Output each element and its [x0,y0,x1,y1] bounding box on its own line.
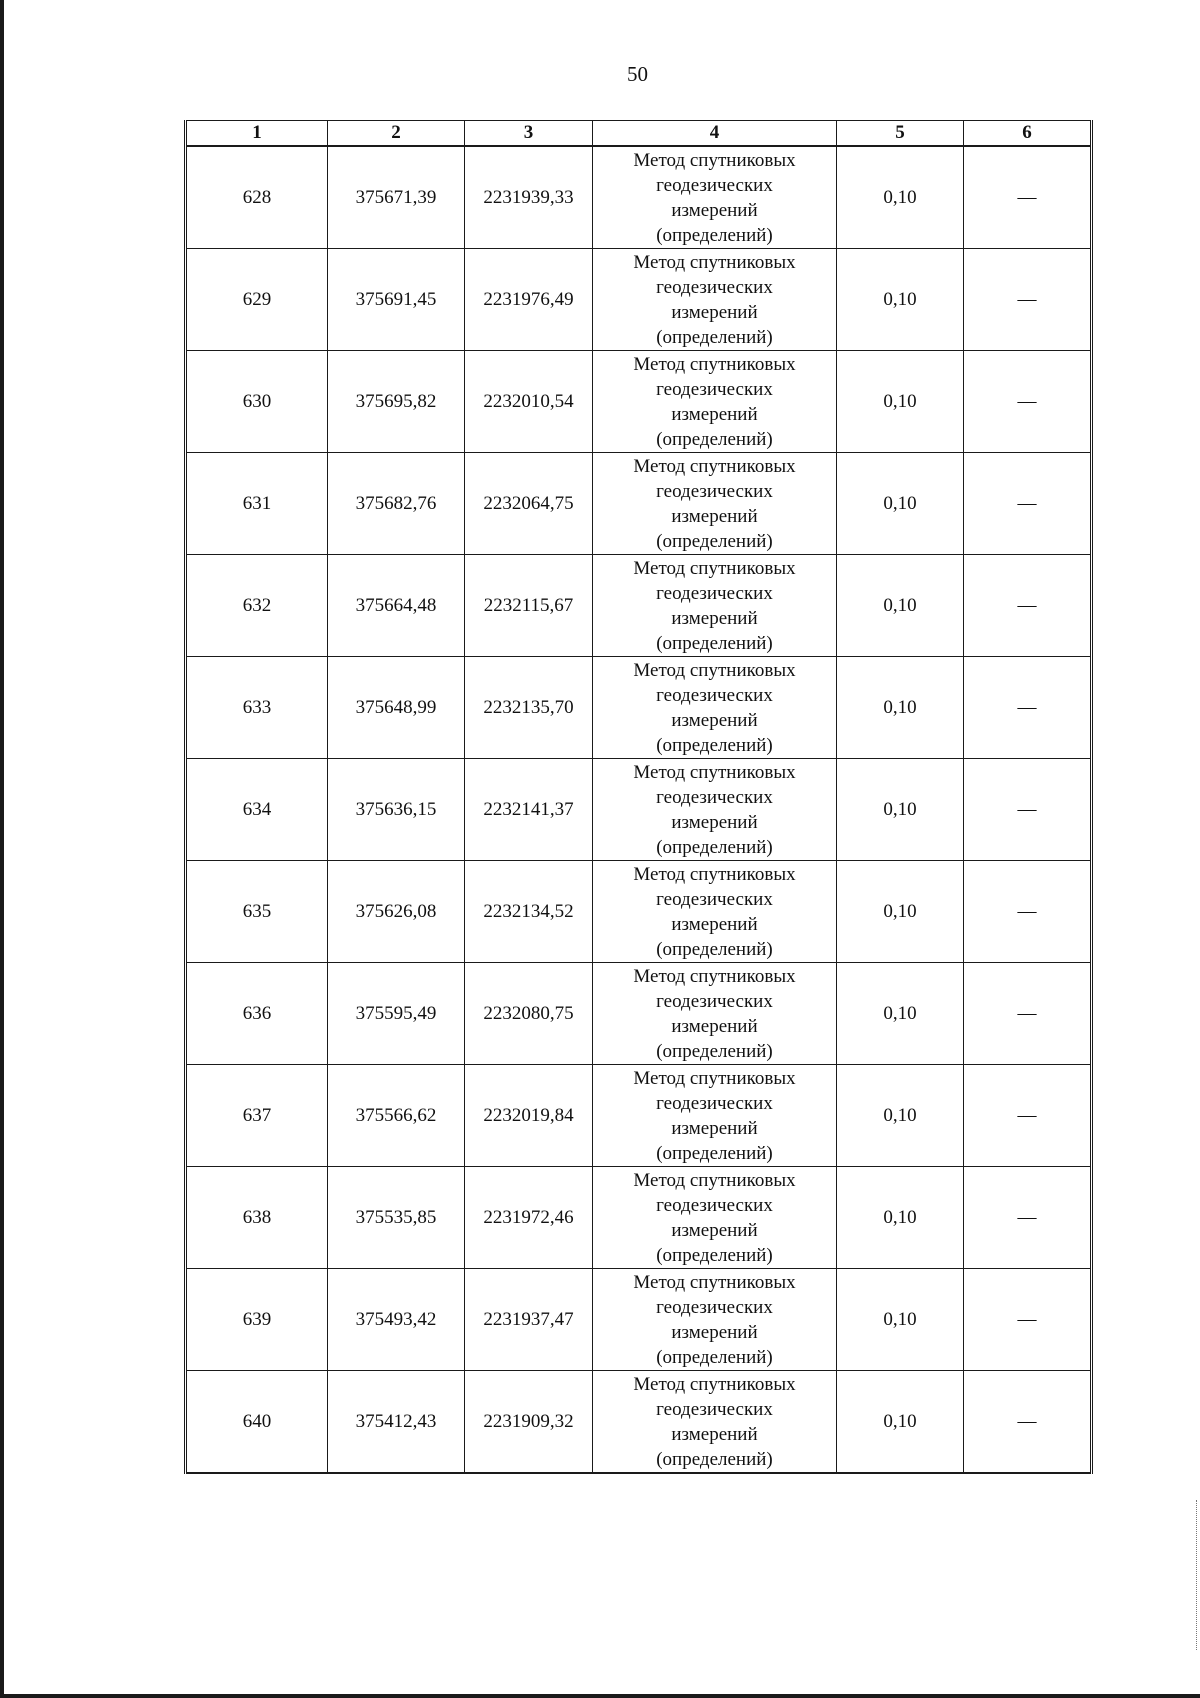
accuracy-cell: 0,10 [837,657,964,759]
method-line: геодезических [656,786,773,808]
scan-border-left [0,0,4,1698]
method-line: геодезических [656,174,773,196]
x-coordinate-cell: 375648,99 [328,657,465,759]
y-coordinate-cell: 2231972,46 [465,1167,593,1269]
note-cell: — [964,963,1092,1065]
column-header: 2 [328,121,465,147]
note-cell: — [964,1269,1092,1371]
method-cell [593,555,837,657]
accuracy-cell: 0,10 [837,963,964,1065]
method-line: (определений) [656,1244,773,1266]
method-line: измерений [671,1423,758,1445]
point-number-cell: 638 [186,1167,328,1269]
y-coordinate-cell: 2232134,52 [465,861,593,963]
method-line: измерений [671,1015,758,1037]
method-line: Метод спутниковых [633,863,796,885]
method-line: (определений) [656,734,773,756]
note-cell: — [964,759,1092,861]
accuracy-cell: 0,10 [837,1065,964,1167]
method-line: измерений [671,709,758,731]
method-line: геодезических [656,480,773,502]
method-line: Метод спутниковых [633,659,796,681]
note-cell: — [964,861,1092,963]
accuracy-cell: 0,10 [837,1269,964,1371]
method-line: Метод спутниковых [633,761,796,783]
method-line: (определений) [656,938,773,960]
method-cell [593,249,837,351]
table-row [186,657,1092,759]
method-line: (определений) [656,1346,773,1368]
method-line: геодезических [656,1296,773,1318]
point-number-cell: 630 [186,351,328,453]
x-coordinate-cell: 375691,45 [328,249,465,351]
point-number-cell: 636 [186,963,328,1065]
method-line: измерений [671,811,758,833]
x-coordinate-cell: 375626,08 [328,861,465,963]
x-coordinate-cell: 375636,15 [328,759,465,861]
method-line: измерений [671,1117,758,1139]
method-line: Метод спутниковых [633,965,796,987]
table-row [186,555,1092,657]
y-coordinate-cell: 2232115,67 [465,555,593,657]
table-row [186,249,1092,351]
accuracy-cell: 0,10 [837,1167,964,1269]
method-line: измерений [671,913,758,935]
accuracy-cell: 0,10 [837,146,964,249]
method-line: Метод спутниковых [633,1169,796,1191]
y-coordinate-cell: 2231976,49 [465,249,593,351]
method-cell [593,1167,837,1269]
table-row [186,1167,1092,1269]
method-line: (определений) [656,530,773,552]
method-cell [593,1371,837,1474]
point-number-cell: 629 [186,249,328,351]
method-line: измерений [671,1219,758,1241]
method-line: (определений) [656,836,773,858]
method-line: Метод спутниковых [633,455,796,477]
method-cell [593,1269,837,1371]
y-coordinate-cell: 2232019,84 [465,1065,593,1167]
column-header: 1 [186,121,328,147]
table-row [186,453,1092,555]
point-number-cell: 628 [186,146,328,249]
y-coordinate-cell: 2232080,75 [465,963,593,1065]
method-line: (определений) [656,1040,773,1062]
x-coordinate-cell: 375535,85 [328,1167,465,1269]
method-cell [593,1065,837,1167]
method-line: измерений [671,301,758,323]
column-header: 5 [837,121,964,147]
accuracy-cell: 0,10 [837,861,964,963]
method-line: геодезических [656,1092,773,1114]
table-row [186,861,1092,963]
point-number-cell: 631 [186,453,328,555]
method-cell [593,657,837,759]
point-number-cell: 639 [186,1269,328,1371]
method-line: геодезических [656,684,773,706]
method-line: геодезических [656,888,773,910]
table-row [186,351,1092,453]
table-header-row [186,121,1092,147]
coordinates-table [184,120,1093,1474]
method-line: Метод спутниковых [633,1271,796,1293]
x-coordinate-cell: 375682,76 [328,453,465,555]
x-coordinate-cell: 375671,39 [328,146,465,249]
y-coordinate-cell: 2232141,37 [465,759,593,861]
y-coordinate-cell: 2231939,33 [465,146,593,249]
method-cell [593,759,837,861]
note-cell: — [964,555,1092,657]
method-line: геодезических [656,990,773,1012]
point-number-cell: 634 [186,759,328,861]
method-line: (определений) [656,224,773,246]
method-line: измерений [671,607,758,629]
point-number-cell: 633 [186,657,328,759]
method-line: измерений [671,199,758,221]
y-coordinate-cell: 2231909,32 [465,1371,593,1474]
accuracy-cell: 0,10 [837,453,964,555]
accuracy-cell: 0,10 [837,1371,964,1474]
method-line: (определений) [656,326,773,348]
table-row [186,963,1092,1065]
x-coordinate-cell: 375412,43 [328,1371,465,1474]
method-line: геодезических [656,582,773,604]
note-cell: — [964,1371,1092,1474]
point-number-cell: 632 [186,555,328,657]
table-row [186,1269,1092,1371]
x-coordinate-cell: 375595,49 [328,963,465,1065]
method-line: (определений) [656,632,773,654]
point-number-cell: 635 [186,861,328,963]
note-cell: — [964,657,1092,759]
method-line: Метод спутниковых [633,251,796,273]
table-row [186,1371,1092,1474]
y-coordinate-cell: 2232064,75 [465,453,593,555]
method-line: измерений [671,505,758,527]
table-body [186,146,1092,1473]
method-cell [593,146,837,249]
method-line: (определений) [656,1448,773,1470]
method-line: Метод спутниковых [633,149,796,171]
x-coordinate-cell: 375695,82 [328,351,465,453]
table-row [186,759,1092,861]
y-coordinate-cell: 2231937,47 [465,1269,593,1371]
method-line: геодезических [656,1194,773,1216]
point-number-cell: 637 [186,1065,328,1167]
accuracy-cell: 0,10 [837,351,964,453]
method-cell [593,963,837,1065]
column-header: 3 [465,121,593,147]
note-cell: — [964,453,1092,555]
x-coordinate-cell: 375493,42 [328,1269,465,1371]
table-row [186,146,1092,249]
method-line: Метод спутниковых [633,557,796,579]
accuracy-cell: 0,10 [837,555,964,657]
x-coordinate-cell: 375664,48 [328,555,465,657]
note-cell: — [964,146,1092,249]
method-line: (определений) [656,1142,773,1164]
point-number-cell: 640 [186,1371,328,1474]
method-cell [593,861,837,963]
y-coordinate-cell: 2232010,54 [465,351,593,453]
method-line: измерений [671,1321,758,1343]
method-line: Метод спутниковых [633,1373,796,1395]
method-line: Метод спутниковых [633,1067,796,1089]
method-cell [593,453,837,555]
column-header: 6 [964,121,1092,147]
table-row [186,1065,1092,1167]
page-number: 50 [627,62,648,86]
accuracy-cell: 0,10 [837,249,964,351]
note-cell: — [964,1065,1092,1167]
scan-artifact [1196,1500,1199,1650]
accuracy-cell: 0,10 [837,759,964,861]
note-cell: — [964,351,1092,453]
note-cell: — [964,249,1092,351]
y-coordinate-cell: 2232135,70 [465,657,593,759]
method-line: геодезических [656,378,773,400]
method-line: геодезических [656,276,773,298]
method-line: (определений) [656,428,773,450]
method-line: геодезических [656,1398,773,1420]
note-cell: — [964,1167,1092,1269]
scan-border-bottom [0,1694,1200,1698]
method-line: Метод спутниковых [633,353,796,375]
method-cell [593,351,837,453]
x-coordinate-cell: 375566,62 [328,1065,465,1167]
method-line: измерений [671,403,758,425]
column-header: 4 [593,121,837,147]
